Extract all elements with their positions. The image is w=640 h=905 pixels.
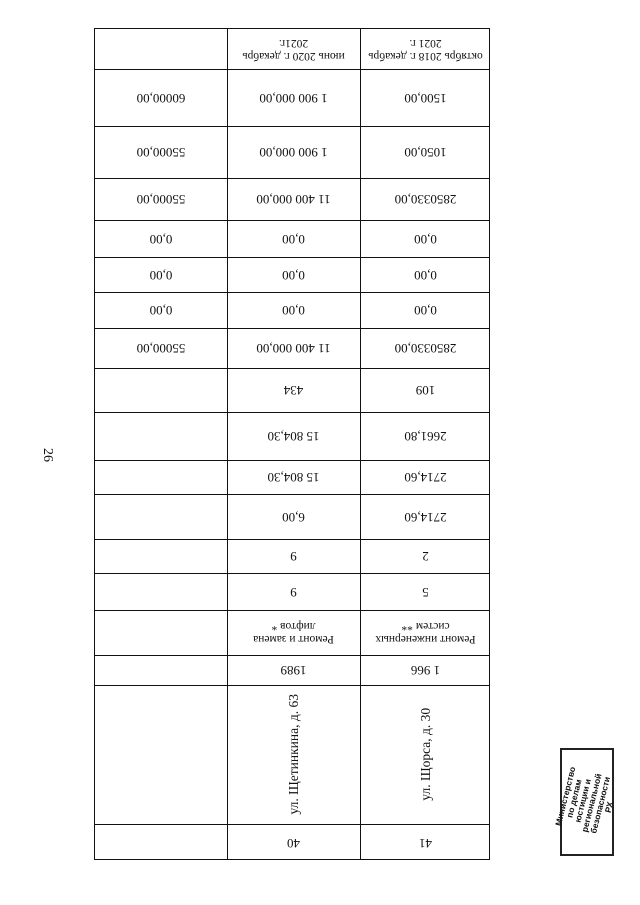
address-cell: [227, 685, 360, 824]
table-cell: [95, 412, 227, 460]
table-cell: 11 400 000,00: [256, 192, 331, 208]
table-cell: 0,00: [149, 231, 173, 247]
table-cell: 1050,00: [404, 145, 447, 161]
table-cell: 9: [290, 584, 297, 600]
work-type-cell: Ремонт инженерных систем **: [375, 620, 476, 646]
table-cell: 0,00: [414, 303, 437, 319]
table-cell: 434: [283, 383, 304, 399]
row-number-cell: 40: [287, 835, 300, 851]
address-cell: [95, 685, 227, 824]
table-cell: 5: [422, 584, 429, 600]
table-cell: 0,00: [282, 303, 305, 319]
table-cell: 55000,00: [136, 145, 186, 161]
table-cell: 0,00: [149, 303, 173, 319]
table-cell: 2850330,00: [394, 192, 457, 208]
row-number-cell: 41: [419, 835, 432, 851]
table-cell: 11 400 000,00: [256, 341, 331, 357]
table-cell: 1500,00: [404, 90, 447, 106]
table-cell: 2714,60: [404, 509, 447, 525]
year-cell: 1989: [280, 663, 307, 679]
table-cell: [95, 655, 227, 685]
table-cell: 1 900 000,00: [259, 145, 328, 161]
table-cell: 6,00: [282, 509, 305, 525]
table-cell: [95, 539, 227, 573]
year-cell: 1 966: [410, 663, 441, 679]
date-cell-1: [95, 29, 227, 69]
table-cell: [95, 573, 227, 610]
table-cell: [95, 610, 227, 655]
table-cell: [95, 368, 227, 412]
table-cell: 55000,00: [136, 341, 186, 357]
stamp-text: Министерство по делам юстиции и региональной безопасности РХ: [552, 765, 615, 835]
table-cell: 15 804,30: [267, 429, 320, 445]
table-cell: 2661,80: [404, 429, 447, 445]
address-text: ул. Щетинкина, д. 63: [285, 694, 301, 815]
table-cell: 2: [422, 549, 429, 565]
table-cell: 55000,00: [136, 192, 186, 208]
date-cell-2: июнь 2020 г. декабрь 2021г.: [242, 37, 345, 62]
table-cell: 15 804,30: [267, 470, 320, 486]
ministry-stamp: [552, 748, 615, 856]
table-cell: 109: [415, 383, 436, 399]
address-cell: [360, 685, 491, 824]
table-cell: 1 900 000,00: [259, 90, 328, 106]
date-cell-3: октябрь 2018 г. декабрь 2021 г.: [368, 37, 483, 62]
table-cell: 0,00: [149, 267, 173, 283]
table-cell: 2850330,00: [394, 341, 457, 357]
table-cell: [95, 494, 227, 539]
table-cell: 2714,60: [404, 470, 447, 486]
budget-table: [94, 28, 490, 860]
page-number: 26: [40, 448, 55, 462]
table-cell: [95, 824, 227, 861]
table-cell: 9: [290, 549, 297, 565]
table-cell: 60000,00: [136, 90, 186, 106]
table-cell: 0,00: [414, 267, 437, 283]
table-cell: [95, 460, 227, 494]
table-cell: 0,00: [282, 231, 305, 247]
address-text: ул. Щорса, д. 30: [417, 708, 433, 801]
work-type-cell: Ремонт и замена лифтов *: [253, 620, 334, 646]
table-cell: 0,00: [282, 267, 305, 283]
table-cell: 0,00: [414, 231, 437, 247]
